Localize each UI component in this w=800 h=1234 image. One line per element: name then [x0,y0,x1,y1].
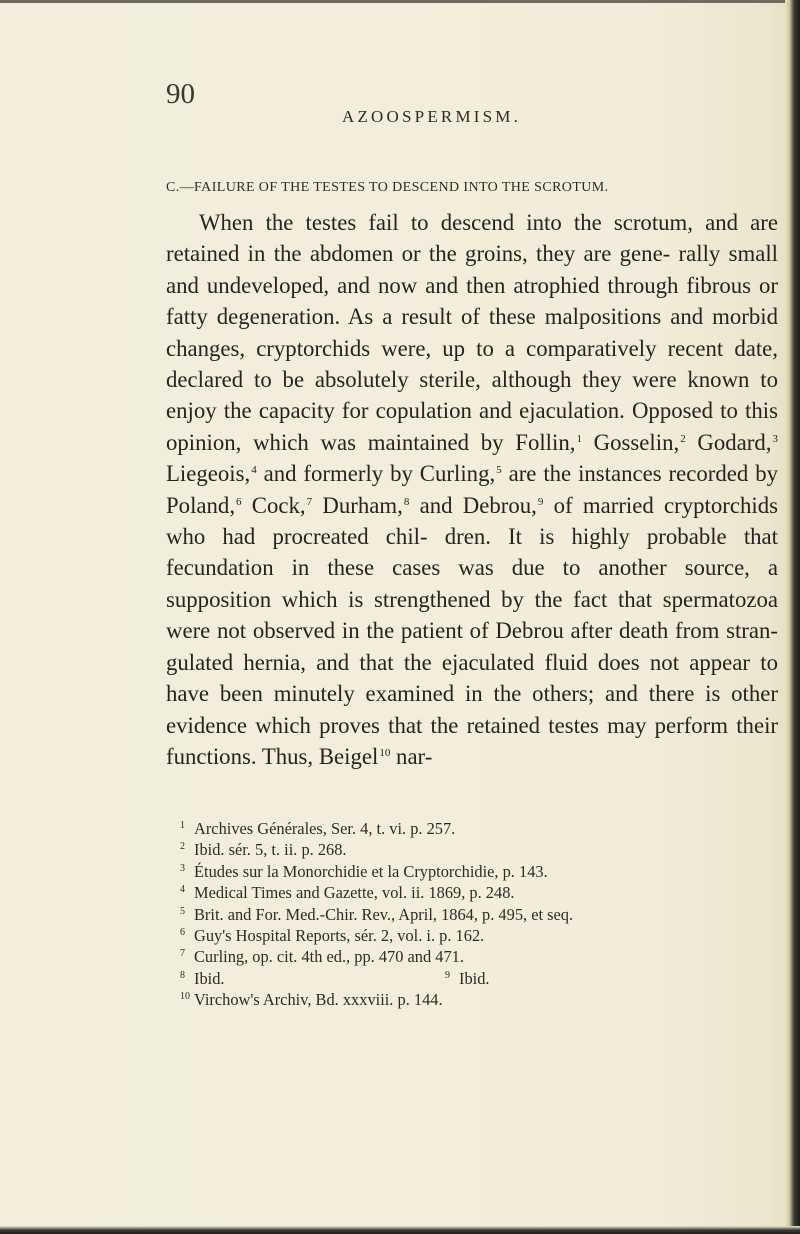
footnote-ref: 10 [379,746,391,759]
footnote-ref: 2 [680,432,686,445]
body-text [166,207,778,772]
running-head: AZOOSPERMISM. [342,107,522,126]
footnote: 6 Guy's Hospital Reports, sér. 2, vol. i. p. 162. [180,926,485,946]
page-number: 90 [166,78,195,110]
footnotes [180,818,776,1011]
footnote: 9 Ibid. [445,968,490,988]
footnote: 4 Medical Times and Gazette, vol. ii. 1869, p. 248. [180,883,515,903]
footnote-ref: 4 [251,464,257,477]
body-paragraph: When the testes fail to descend into the scrotum, and are retained in the abdomen or the groins, they are gene- rally small and undeveloped, and now and then atrophied through fibrous or fatty degeneration. As a result of these malpositions and morbid changes, cryptorchids were, up to a comparatively recent date, declared to be absolutely sterile, although they were known to enjoy the capacity for copulation and ejaculation. Opposed to this opinion, which was maintained by Follin,$^1$ Gosselin,$^2$ Godard,$^3$ Liegeois,$^4$ and formerly by Curling,$^5$ are the instances recorded by Poland,$^6$ Cock,$^7$ Durham,$^8$ and Debrou,$^9$ of married cryptorchids who had procreated chil- dren. It is highly probable that fecundation in these cases was due to another source, a supposition which is strengthened by the fact that spermatozoa were not observed in the patient of Debrou after death from stran- gulated hernia, and that the ejaculated fluid does not appear to have been minutely examined in the others; and there is other evidence which proves that the retained testes may perform their functions. Thus, Beigel$^{10}$ nar- [166,210,778,769]
footnote-ref: 3 [772,432,778,445]
footnote: 3 Études sur la Monorchidie et la Cryptorchidie, p. 143. [180,861,548,881]
footnote: 2 Ibid. sér. 5, t. ii. p. 268. [180,840,347,860]
page-edge-shadow [785,0,800,1234]
section-heading: C.—FAILURE OF THE TESTES TO DESCEND INTO THE SCROTUM. [166,180,609,195]
footnote-ref: 6 [236,495,242,508]
footnote: 8 Ibid. 9 Ibid. [180,968,490,988]
footnote-ref: 1 [576,432,582,445]
footnote-ref: 5 [496,464,502,477]
footnote: 10 Virchow's Archiv, Bd. xxxviii. p. 144. [180,990,443,1010]
bottom-shadow-rule [0,1226,800,1234]
top-shadow-rule [0,0,800,3]
footnote: 7 Curling, op. cit. 4th ed., pp. 470 and 471. [180,947,464,967]
footnote-ref: 9 [537,495,544,508]
footnote-ref: 7 [306,495,313,508]
footnote-ref: 8 [403,495,410,508]
footnote: 1 Archives Générales, Ser. 4, t. vi. p. 257. [180,819,456,838]
footnote: 5 Brit. and For. Med.-Chir. Rev., April, 1864, p. 495, et seq. [180,904,574,924]
